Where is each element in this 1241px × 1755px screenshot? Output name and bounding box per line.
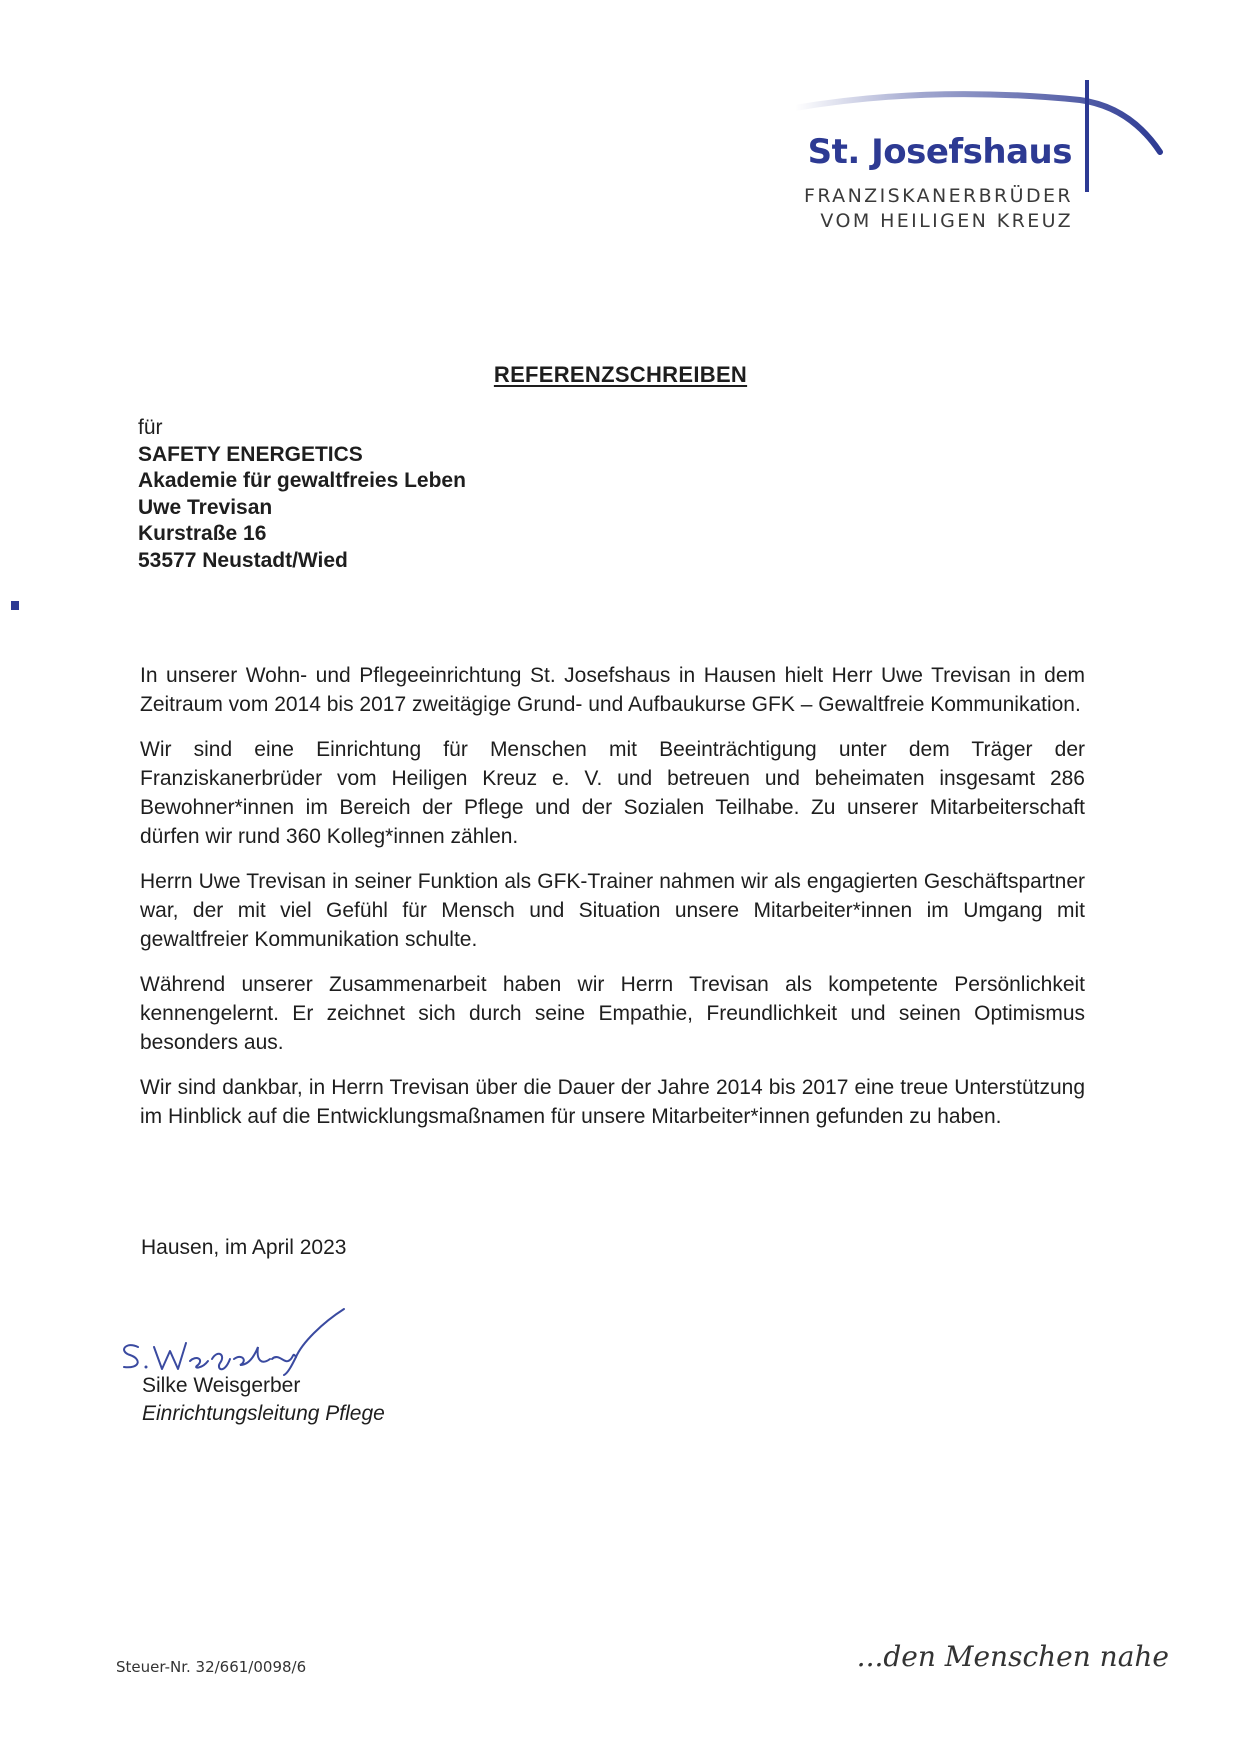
- footer-slogan: ...den Menschen nahe: [856, 1640, 1169, 1673]
- logo-title: St. Josefshaus: [807, 132, 1072, 172]
- body-paragraph: Wir sind eine Einrichtung für Menschen mit Beeinträchtigung unter dem Träger der Franziskanerbrüder vom Heiligen Kreuz e. V. und betreuen und beheimaten insgesamt 286 Bewohner*innen im Bereich der Pflege und der Sozialen Teilhabe. Zu unserer Mitarbeiterschaft dürfen wir rund 360 Kolleg*innen zählen.: [140, 738, 1085, 848]
- logo-subtitle-line2: VOM HEILIGEN KREUZ: [820, 210, 1073, 232]
- recipient-line: Kurstraße 16: [138, 522, 267, 545]
- place-date: Hausen, im April 2023: [141, 1236, 347, 1259]
- recipient-block: [138, 415, 466, 574]
- recipient-prefix: für: [138, 416, 163, 439]
- signer-role: Einrichtungsleitung Pflege: [142, 1402, 385, 1425]
- tax-number: Steuer-Nr. 32/661/0098/6: [116, 1658, 307, 1676]
- recipient-line: Akademie für gewaltfreies Leben: [138, 469, 466, 492]
- handwritten-signature: [112, 1303, 352, 1383]
- signer-name: Silke Weisgerber: [142, 1374, 301, 1397]
- body-paragraph: Während unserer Zusammenarbeit haben wir Herrn Trevisan als kompetente Persönlichkeit kennengelernt. Er zeichnet sich durch seine Empathie, Freundlichkeit und seinen Optimismus besonders aus.: [140, 973, 1085, 1054]
- document-heading: REFERENZSCHREIBEN: [493, 362, 748, 387]
- body-paragraph: Wir sind dankbar, in Herrn Trevisan über die Dauer der Jahre 2014 bis 2017 eine treue Unterstützung im Hinblick auf die Entwicklungsmaßnamen für unsere Mitarbeiter*innen gefunden zu haben.: [140, 1076, 1085, 1128]
- letter-body: [140, 661, 1085, 1147]
- fold-mark: [11, 601, 19, 610]
- recipient-line: Uwe Trevisan: [138, 495, 273, 519]
- logo-subtitle-line1: FRANZISKANERBRÜDER: [804, 185, 1073, 207]
- body-paragraph: Herrn Uwe Trevisan in seiner Funktion als GFK-Trainer nahmen wir als engagierten Geschäftspartner war, der mit viel Gefühl für Mensch und Situation unsere Mitarbeiter*innen im Umgang mit gewaltfreier Kommunikation schulte.: [140, 870, 1085, 951]
- recipient-line: 53577 Neustadt/Wied: [138, 548, 348, 572]
- recipient-line: SAFETY ENERGETICS: [138, 442, 363, 466]
- st-josefshaus-logo: [790, 80, 1170, 240]
- body-paragraph: In unserer Wohn- und Pflegeeinrichtung St. Josefshaus in Hausen hielt Herr Uwe Trevisan in dem Zeitraum vom 2014 bis 2017 zweitägige Grund- und Aufbaukurse GFK – Gewaltfreie Kommunikation.: [140, 664, 1085, 716]
